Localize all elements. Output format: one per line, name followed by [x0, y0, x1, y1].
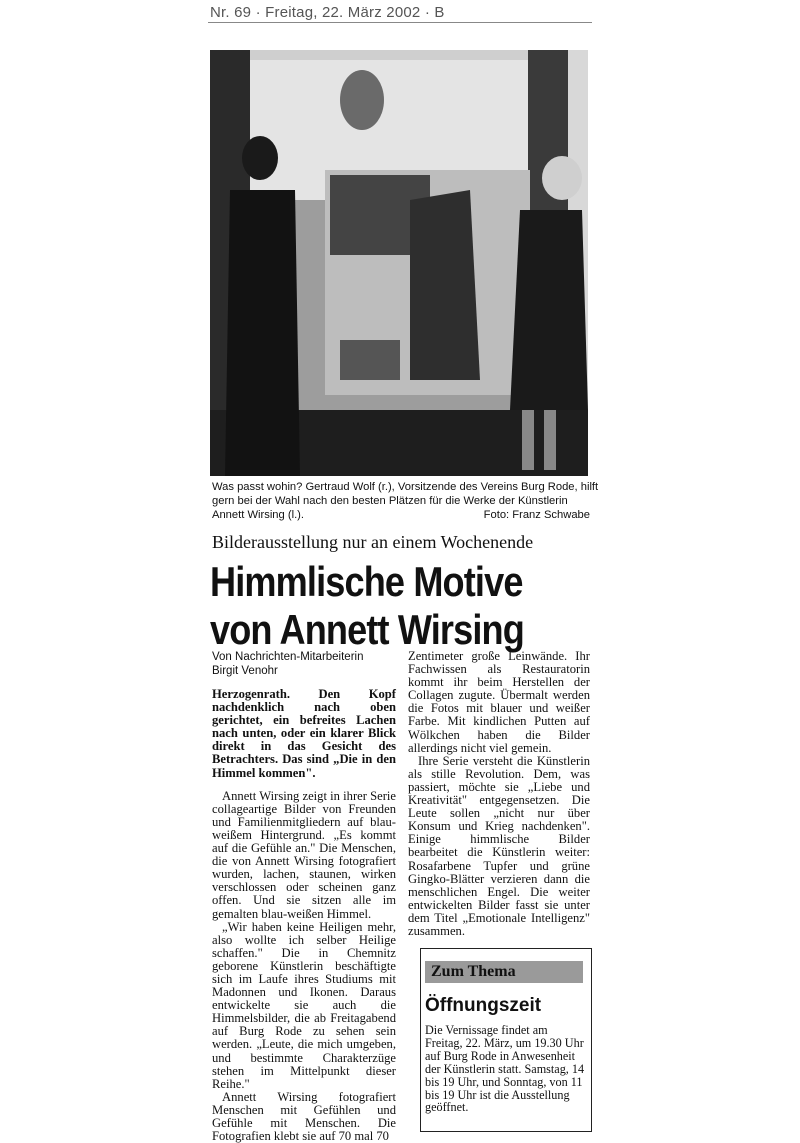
photo-credit: Foto: Franz Schwabe [483, 509, 590, 521]
article-paragraph: Ihre Serie versteht die Künstlerin als stille Revolution. Dem, was passiert, möchte sie „Liebe und Kreativität" entgegensetzen. Die Leute sollen „nicht nur über Konsum und Krieg nachdenken". Einige himmlische Bilder bearbeitet die Künstlerin weiter: Rosafarbene Tupfer und grüne Gingko-Blätter verzieren dann die menschlichen Engel. Die weiter entwickelten Bilder fasst sie unter dem Titel „Emotionale Intelligenz" zusammen. [408, 753, 590, 938]
article-byline [212, 650, 402, 678]
info-box-title: Öffnungszeit [425, 995, 542, 1016]
article-photo [210, 50, 588, 476]
article-paragraph: „Wir haben keine Heiligen mehr, also wollte ich selber Heilige schaffen." Die in Chemnitz geborene Künstlerin beschäftigte sich im Laufe ihres Studiums mit Madonnen und Ikonen. Daraus entwickelte sie auch die Himmelsbilder, die ab Freitagabend auf Burg Rode zu sehen sein werden. „Leute, die mich umgeben, und bestimmte Charakterzüge stehen im Mittelpunkt dieser Reihe." [212, 919, 396, 1091]
byline-line: Von Nachrichten-Mitarbeiterin [212, 651, 364, 663]
caption-line: gern bei der Wahl nach den besten Plätzen für die Werke der Künstlerin [212, 495, 568, 507]
article-paragraph: Annett Wirsing zeigt in ihrer Serie collageartige Bilder von Freunden und Familienmitgliedern auf blau-weißem Hintergrund. „Es kommt auf die Gefühle an." Die Menschen, die von Annett Wirsing fotografiert wurden, lachen, staunen, wirken verschlossen oder scheinen ganz offen. Und sie sitzen alle im gemalten blau-weißen Himmel. [212, 788, 396, 921]
byline-line: Birgit Venohr [212, 665, 278, 677]
headline-line: von Annett Wirsing [210, 606, 524, 653]
article-lead: Herzogenrath. Den Kopf nachdenklich nach oben gerichtet, ein befreites Lachen nach unten, oder ein klarer Blick direkt in das Gesicht des Betrachters. Das sind „Die in den Himmel kommen". [212, 687, 396, 780]
article-headline [210, 558, 545, 654]
info-box [420, 948, 592, 1132]
issue-header: Nr. 69 · Freitag, 22. März 2002 · B [210, 4, 445, 21]
article-kicker: Bilderausstellung nur an einem Wochenende [212, 532, 534, 552]
info-box-label: Zum Thema [425, 961, 583, 983]
article-column-1 [212, 688, 396, 1143]
header-divider [208, 22, 592, 23]
photo-caption [212, 480, 599, 522]
caption-line: Was passt wohin? Gertraud Wolf (r.), Vorsitzende des Vereins Burg Rode, hilft [212, 481, 599, 493]
article-paragraph: Zentimeter große Leinwände. Ihr Fachwissen als Restauratorin kommt ihr beim Herstellen der Collagen zugute. Übermalt werden die Fotos mit blauer und weißer Farbe. Mit kindlichen Putten auf Wölkchen haben die Bilder allerdings nicht viel gemein. [408, 649, 590, 755]
headline-line: Himmlische Motive [210, 558, 523, 605]
info-box-text: Die Vernissage findet am Freitag, 22. März, um 19.30 Uhr auf Burg Rode in Anwesenheit der Künstlerin statt. Samstag, 14 bis 19 Uhr, und Sonntag, von 11 bis 19 Uhr ist die Ausstellung geöffnet. [425, 1023, 585, 1115]
article-column-2 [408, 650, 590, 938]
caption-line: Annett Wirsing (l.). [212, 509, 305, 521]
article-paragraph: Annett Wirsing fotografiert Menschen mit Gefühlen und Gefühle mit Menschen. Die Fotografien klebt sie auf 70 mal 70 [212, 1089, 396, 1143]
